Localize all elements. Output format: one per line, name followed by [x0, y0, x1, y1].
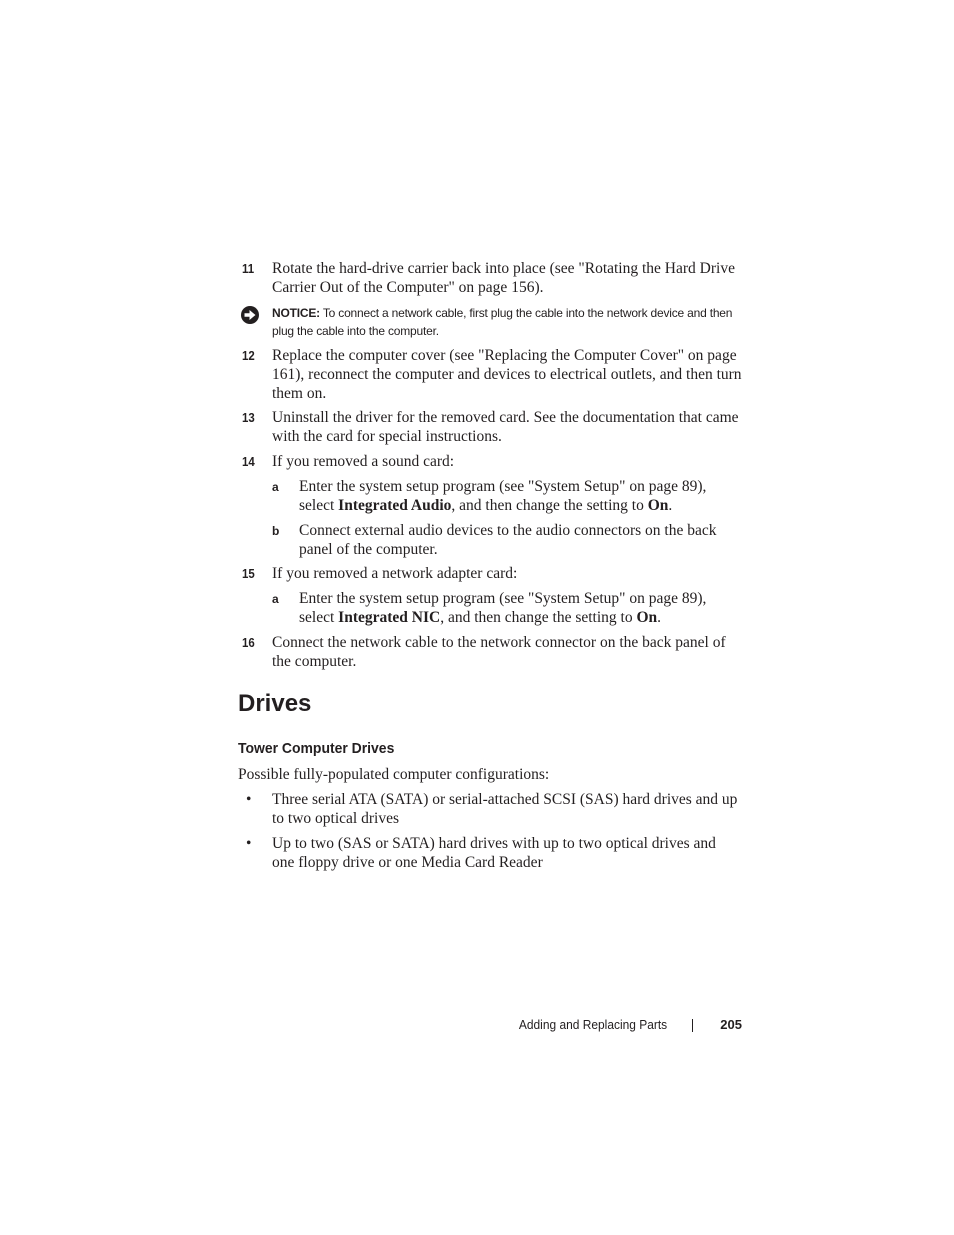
step-11 [242, 259, 742, 297]
substep-text: Enter the system setup program (see "System Setup" on page 89), select Integrated NIC, and then change the setting to On. [299, 590, 707, 626]
step-number: 15 [242, 566, 255, 581]
substep-letter: b [272, 524, 280, 538]
substep-14b [272, 521, 742, 559]
bios-option-name: Integrated NIC [338, 609, 441, 626]
bullet-glyph: • [246, 791, 252, 808]
substep-text: Enter the system setup program (see "System Setup" on page 89), select Integrated Audio, and then change the setting to On. [299, 478, 707, 514]
step-number: 16 [242, 635, 255, 650]
intro-paragraph: Possible fully-populated computer configurations: [238, 766, 550, 783]
step-number: 13 [242, 410, 255, 425]
step-14 [242, 452, 742, 471]
step-16 [242, 633, 742, 671]
substep-15a [272, 589, 742, 627]
step-text: If you removed a sound card: [272, 453, 455, 470]
page-number: 205 [720, 1017, 742, 1032]
step-text: Uninstall the driver for the removed card. See the documentation that came with the card for special instructions. [272, 409, 739, 445]
bios-option-value: On [647, 497, 669, 514]
notice-box [240, 304, 740, 340]
step-text: Rotate the hard-drive carrier back into place (see "Rotating the Hard Drive Carrier Out of the Computer" on page 156). [272, 260, 735, 296]
step-text: If you removed a network adapter card: [272, 565, 518, 582]
substep-14a [272, 477, 742, 515]
step-number: 11 [242, 261, 255, 276]
step-15 [242, 564, 742, 583]
footer-section-name: Adding and Replacing Parts [518, 1017, 667, 1032]
step-12 [242, 346, 742, 403]
step-13 [242, 408, 742, 446]
notice-label: NOTICE: [272, 306, 320, 320]
notice-arrow-icon [240, 305, 260, 325]
list-item [246, 834, 742, 872]
bios-option-name: Integrated Audio [338, 497, 452, 514]
notice-text: To connect a network cable, first plug the cable into the network device and then plug the cable into the computer. [272, 306, 733, 338]
substep-letter: a [272, 592, 279, 606]
substep-letter: a [272, 480, 279, 494]
list-item [246, 790, 742, 828]
subsection-heading: Tower Computer Drives [238, 740, 395, 757]
bios-option-value: On [636, 609, 658, 626]
list-item-text: Up to two (SAS or SATA) hard drives with up to two optical drives and one floppy drive or one Media Card Reader [272, 835, 716, 871]
list-item-text: Three serial ATA (SATA) or serial-attached SCSI (SAS) hard drives and up to two optical drives [272, 791, 738, 827]
substep-text: Connect external audio devices to the audio connectors on the back panel of the computer. [299, 522, 717, 558]
step-number: 14 [242, 454, 255, 469]
step-text: Connect the network cable to the network connector on the back panel of the computer. [272, 634, 726, 670]
section-heading: Drives [238, 690, 312, 717]
bullet-glyph: • [246, 835, 252, 852]
step-text: Replace the computer cover (see "Replacing the Computer Cover" on page 161), reconnect the computer and devices to electrical outlets, and then turn them on. [272, 347, 742, 402]
page-footer [500, 1015, 742, 1035]
step-number: 12 [242, 348, 255, 363]
footer-divider [692, 1019, 693, 1032]
